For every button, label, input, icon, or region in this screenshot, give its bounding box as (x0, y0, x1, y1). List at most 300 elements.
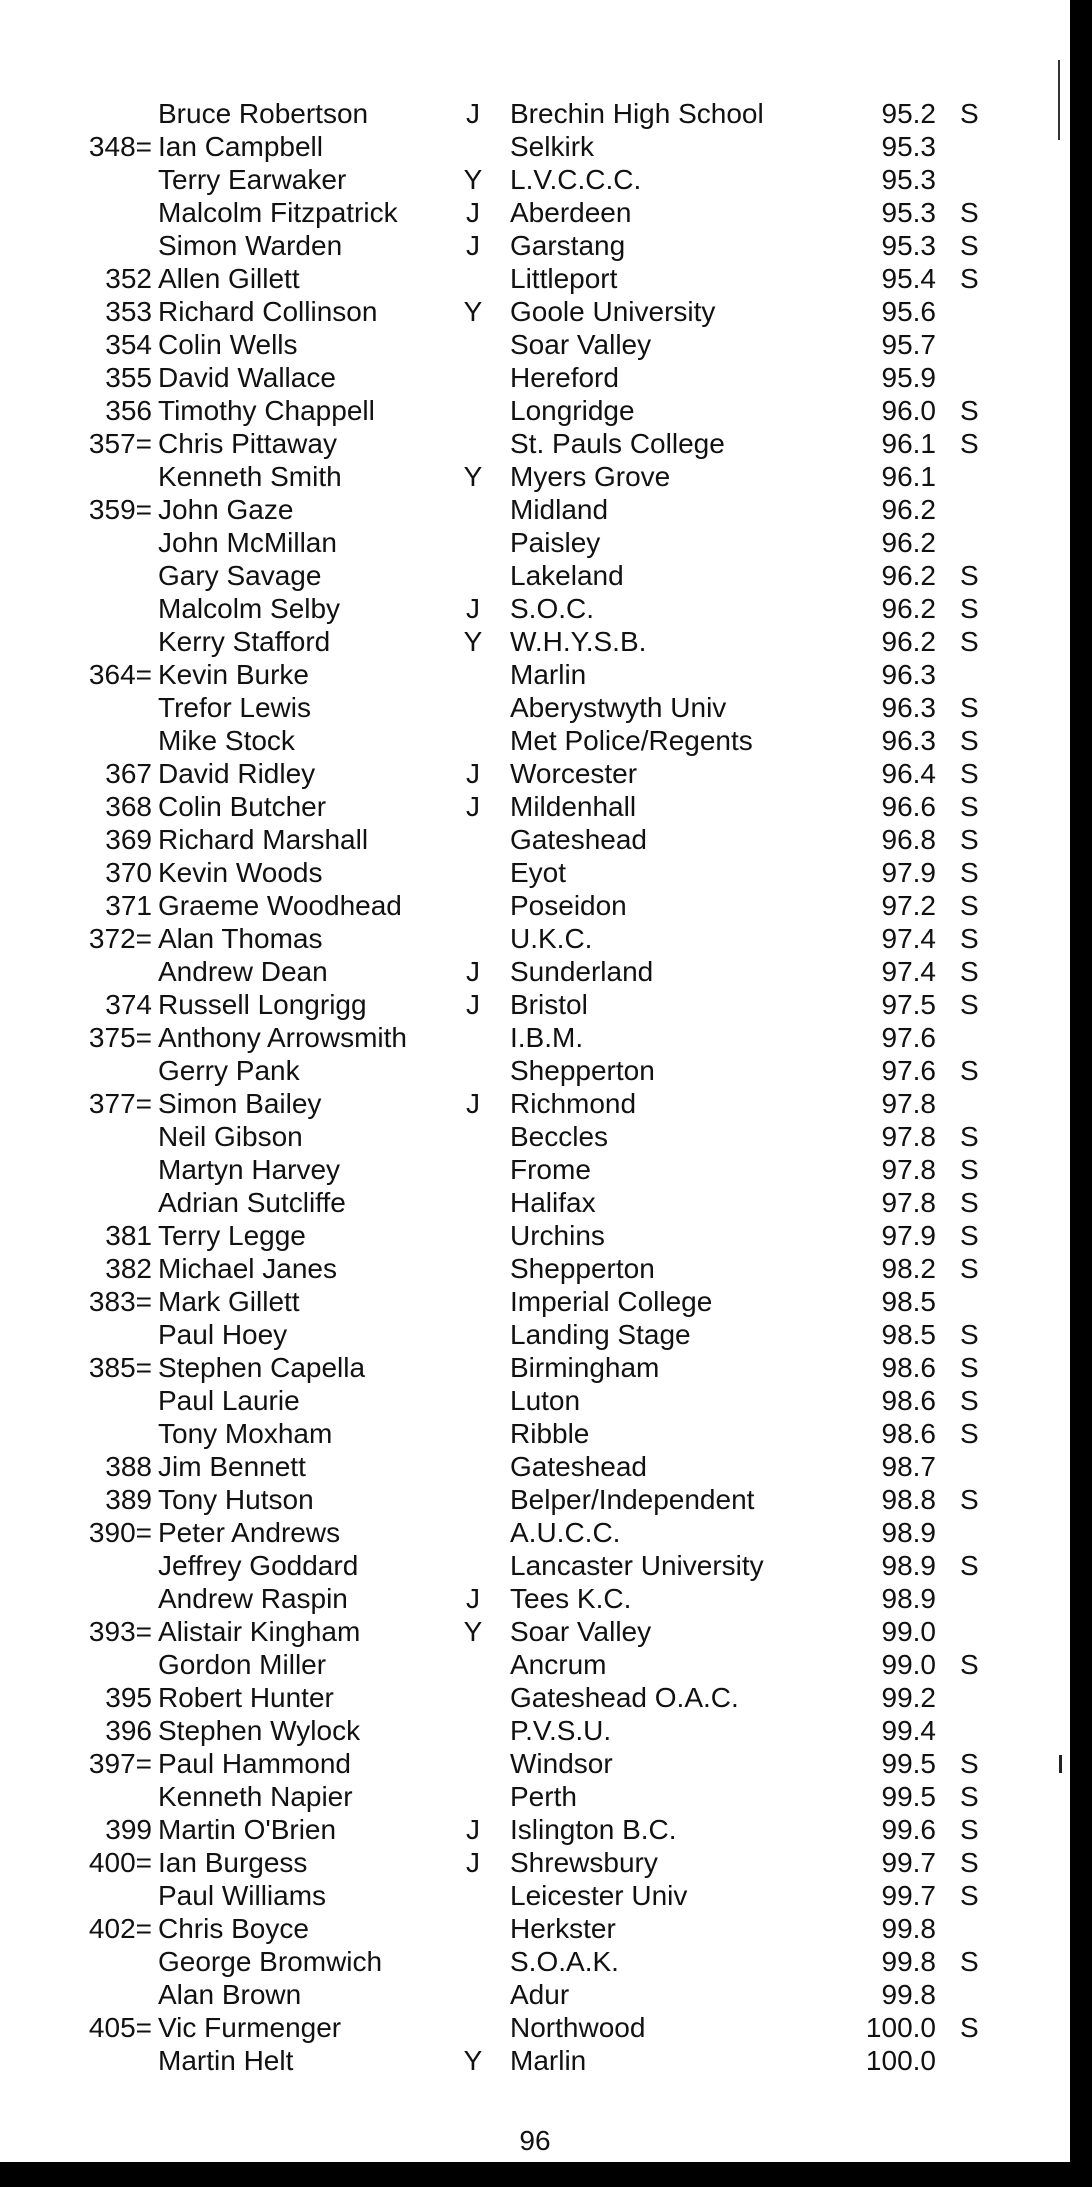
score-cell: 99.4 (881, 1715, 936, 1746)
flag-cell: S (960, 857, 979, 888)
club-name: Aberystwyth Univ (510, 692, 727, 723)
club-name: Frome (510, 1154, 591, 1185)
club-name: Paisley (510, 527, 601, 558)
competitor-name: Tony Hutson (158, 1484, 314, 1515)
competitor-name: David Wallace (158, 362, 336, 393)
competitor-name: Bruce Robertson (158, 98, 369, 129)
competitor-name: Richard Marshall (158, 824, 369, 855)
competitor-name: Andrew Dean (158, 956, 328, 987)
flag-cell: S (960, 1385, 979, 1416)
competitor-name: Stephen Wylock (158, 1715, 361, 1746)
result-row (0, 1120, 1070, 1153)
competitor-name: Tony Moxham (158, 1418, 333, 1449)
result-row (0, 2011, 1070, 2044)
score-cell: 95.3 (881, 230, 936, 261)
flag-cell: S (960, 1484, 979, 1515)
club-name: Aberdeen (510, 197, 632, 228)
position-cell: 348= (88, 131, 152, 162)
competitor-name: Gerry Pank (158, 1055, 300, 1086)
competitor-name: Timothy Chappell (158, 395, 375, 426)
score-cell: 99.5 (881, 1781, 936, 1812)
category-cell: Y (463, 1616, 483, 1647)
category-cell: J (466, 230, 480, 261)
club-name: Lancaster University (510, 1550, 764, 1581)
position-cell: 402= (88, 1913, 152, 1944)
result-row (0, 1912, 1070, 1945)
result-row (0, 328, 1070, 361)
flag-cell: S (960, 824, 979, 855)
result-row (0, 1846, 1070, 1879)
page-number: 96 (519, 2125, 551, 2156)
flag-cell: S (960, 263, 979, 294)
flag-cell: S (960, 1781, 979, 1812)
position-cell: 371 (105, 890, 152, 921)
result-row (0, 955, 1070, 988)
flag-cell: S (960, 1154, 979, 1185)
flag-cell: S (960, 395, 979, 426)
flag-cell: S (960, 1550, 979, 1581)
result-row (0, 493, 1070, 526)
score-cell: 99.0 (881, 1649, 936, 1680)
position-cell: 385= (88, 1352, 152, 1383)
competitor-name: Malcolm Fitzpatrick (158, 197, 398, 228)
result-row (0, 1945, 1070, 1978)
club-name: Hereford (510, 362, 619, 393)
flag-cell: S (960, 1649, 979, 1680)
result-row (0, 1813, 1070, 1846)
club-name: Northwood (510, 2012, 646, 2043)
result-row (0, 1879, 1070, 1912)
result-row (0, 757, 1070, 790)
competitor-name: John Gaze (158, 494, 294, 525)
score-cell: 99.0 (881, 1616, 936, 1647)
club-name: Garstang (510, 230, 626, 261)
category-cell: J (466, 1847, 480, 1878)
club-name: P.V.S.U. (510, 1715, 612, 1746)
score-cell: 97.4 (881, 956, 936, 987)
category-cell: J (466, 593, 480, 624)
position-cell: 352 (105, 263, 152, 294)
score-cell: 97.5 (881, 989, 936, 1020)
position-cell: 405= (88, 2012, 152, 2043)
competitor-name: George Bromwich (158, 1946, 383, 1977)
club-name: Lakeland (510, 560, 624, 591)
position-cell: 389 (105, 1484, 152, 1515)
score-cell: 96.6 (881, 791, 936, 822)
score-cell: 99.7 (881, 1880, 936, 1911)
competitor-name: Anthony Arrowsmith (158, 1022, 407, 1053)
competitor-name: Trefor Lewis (158, 692, 312, 723)
score-cell: 95.3 (881, 164, 936, 195)
club-name: Tees K.C. (510, 1583, 632, 1614)
score-cell: 98.9 (881, 1583, 936, 1614)
score-cell: 96.3 (881, 692, 936, 723)
score-cell: 100.0 (865, 2012, 936, 2043)
competitor-name: Jeffrey Goddard (158, 1550, 359, 1581)
club-name: Beccles (510, 1121, 609, 1152)
result-row (0, 526, 1070, 559)
result-row (0, 658, 1070, 691)
score-cell: 97.2 (881, 890, 936, 921)
score-cell: 96.2 (881, 560, 936, 591)
result-row (0, 460, 1070, 493)
club-name: S.O.A.K. (510, 1946, 619, 1977)
score-cell: 98.5 (881, 1319, 936, 1350)
result-row (0, 2044, 1070, 2077)
competitor-name: Alistair Kingham (158, 1616, 361, 1647)
score-cell: 97.8 (881, 1121, 936, 1152)
score-cell: 95.9 (881, 362, 936, 393)
position-cell: 399 (105, 1814, 152, 1845)
score-cell: 95.6 (881, 296, 936, 327)
result-row (0, 592, 1070, 625)
competitor-name: Kevin Woods (158, 857, 323, 888)
competitor-name: Ian Burgess (158, 1847, 308, 1878)
competitor-name: Colin Wells (158, 329, 298, 360)
score-cell: 95.7 (881, 329, 936, 360)
competitor-name: Paul Laurie (158, 1385, 300, 1416)
flag-cell: S (960, 1847, 979, 1878)
result-row (0, 691, 1070, 724)
result-row (0, 1252, 1070, 1285)
club-name: Ribble (510, 1418, 590, 1449)
flag-cell: S (960, 1946, 979, 1977)
category-cell: J (466, 1814, 480, 1845)
club-name: Richmond (510, 1088, 637, 1119)
competitor-name: Malcolm Selby (158, 593, 341, 624)
competitor-name: Stephen Capella (158, 1352, 366, 1383)
position-cell: 382 (105, 1253, 152, 1284)
result-row (0, 1747, 1070, 1780)
competitor-name: Paul Williams (158, 1880, 327, 1911)
club-name: Imperial College (510, 1286, 713, 1317)
club-name: Myers Grove (510, 461, 671, 492)
result-row (0, 394, 1070, 427)
competitor-name: Russell Longrigg (158, 989, 367, 1020)
score-cell: 97.4 (881, 923, 936, 954)
scan-border-bottom (0, 2162, 1092, 2187)
score-cell: 98.8 (881, 1484, 936, 1515)
competitor-name: Paul Hammond (158, 1748, 351, 1779)
category-cell: J (466, 98, 480, 129)
club-name: Herkster (510, 1913, 616, 1944)
score-cell: 99.6 (881, 1814, 936, 1845)
category-cell: J (466, 197, 480, 228)
position-cell: 368 (105, 791, 152, 822)
result-row (0, 559, 1070, 592)
score-cell: 99.2 (881, 1682, 936, 1713)
competitor-name: David Ridley (158, 758, 316, 789)
competitor-name: Richard Collinson (158, 296, 378, 327)
position-cell: 383= (88, 1286, 152, 1317)
result-row (0, 1978, 1070, 2011)
score-cell: 98.2 (881, 1253, 936, 1284)
competitor-name: Robert Hunter (158, 1682, 334, 1713)
competitor-name: Michael Janes (158, 1253, 337, 1284)
flag-cell: S (960, 1352, 979, 1383)
score-cell: 99.8 (881, 1946, 936, 1977)
position-cell: 357= (88, 428, 152, 459)
flag-cell: S (960, 230, 979, 261)
club-name: Soar Valley (510, 329, 652, 360)
score-cell: 96.1 (881, 461, 936, 492)
club-name: Leicester Univ (510, 1880, 688, 1911)
competitor-name: Gordon Miller (158, 1649, 327, 1680)
category-cell: J (466, 956, 480, 987)
competitor-name: Simon Bailey (158, 1088, 322, 1119)
club-name: Urchins (510, 1220, 605, 1251)
flag-cell: S (960, 890, 979, 921)
position-cell: 356 (105, 395, 152, 426)
score-cell: 97.8 (881, 1187, 936, 1218)
result-row (0, 1516, 1070, 1549)
club-name: Perth (510, 1781, 577, 1812)
result-row (0, 1186, 1070, 1219)
flag-cell: S (960, 989, 979, 1020)
competitor-name: Colin Butcher (158, 791, 327, 822)
position-cell: 367 (105, 758, 152, 789)
club-name: L.V.C.C.C. (510, 164, 642, 195)
flag-cell: S (960, 626, 979, 657)
score-cell: 95.3 (881, 197, 936, 228)
competitor-name: Chris Pittaway (158, 428, 337, 459)
club-name: Luton (510, 1385, 581, 1416)
club-name: Marlin (510, 659, 587, 690)
flag-cell: S (960, 560, 979, 591)
result-row (0, 790, 1070, 823)
score-cell: 97.6 (881, 1055, 936, 1086)
score-cell: 96.2 (881, 593, 936, 624)
club-name: Windsor (510, 1748, 613, 1779)
score-cell: 99.8 (881, 1913, 936, 1944)
flag-cell: S (960, 428, 979, 459)
result-row (0, 1681, 1070, 1714)
score-cell: 97.9 (881, 1220, 936, 1251)
result-row (0, 922, 1070, 955)
club-name: Shrewsbury (510, 1847, 658, 1878)
position-cell: 377= (88, 1088, 152, 1119)
score-cell: 96.2 (881, 494, 936, 525)
category-cell: J (466, 989, 480, 1020)
score-cell: 98.9 (881, 1550, 936, 1581)
score-cell: 96.3 (881, 659, 936, 690)
competitor-name: Terry Legge (158, 1220, 306, 1251)
flag-cell: S (960, 1880, 979, 1911)
competitor-name: Andrew Raspin (158, 1583, 348, 1614)
competitor-name: Gary Savage (158, 560, 322, 591)
result-row (0, 1384, 1070, 1417)
score-cell: 98.6 (881, 1352, 936, 1383)
club-name: St. Pauls College (510, 428, 725, 459)
score-cell: 95.4 (881, 263, 936, 294)
position-cell: 369 (105, 824, 152, 855)
competitor-name: Kevin Burke (158, 659, 309, 690)
flag-cell: S (960, 197, 979, 228)
flag-cell: S (960, 1220, 979, 1251)
flag-cell: S (960, 1055, 979, 1086)
result-row (0, 1648, 1070, 1681)
competitor-name: Allen Gillett (158, 263, 300, 294)
flag-cell: S (960, 1319, 979, 1350)
competitor-name: Paul Hoey (158, 1319, 288, 1350)
category-cell: J (466, 758, 480, 789)
score-cell: 98.6 (881, 1418, 936, 1449)
position-cell: 354 (105, 329, 152, 360)
position-cell: 390= (88, 1517, 152, 1548)
result-row (0, 163, 1070, 196)
club-name: Sunderland (510, 956, 654, 987)
result-row (0, 724, 1070, 757)
score-cell: 98.6 (881, 1385, 936, 1416)
result-row (0, 1417, 1070, 1450)
competitor-name: Chris Boyce (158, 1913, 309, 1944)
result-row (0, 823, 1070, 856)
club-name: Poseidon (510, 890, 627, 921)
result-row (0, 1714, 1070, 1747)
result-row (0, 1153, 1070, 1186)
position-cell: 400= (88, 1847, 152, 1878)
result-row (0, 130, 1070, 163)
club-name: Met Police/Regents (510, 725, 753, 756)
position-cell: 353 (105, 296, 152, 327)
competitor-name: Terry Earwaker (158, 164, 347, 195)
category-cell: Y (463, 2045, 483, 2076)
competitor-name: Adrian Sutcliffe (158, 1187, 346, 1218)
score-cell: 96.1 (881, 428, 936, 459)
flag-cell: S (960, 98, 979, 129)
score-cell: 99.5 (881, 1748, 936, 1779)
score-cell: 96.4 (881, 758, 936, 789)
position-cell: 397= (88, 1748, 152, 1779)
club-name: Longridge (510, 395, 635, 426)
club-name: Brechin High School (510, 98, 764, 129)
club-name: Ancrum (510, 1649, 607, 1680)
flag-cell: S (960, 725, 979, 756)
competitor-name: Martyn Harvey (158, 1154, 341, 1185)
score-cell: 96.0 (881, 395, 936, 426)
position-cell: 395 (105, 1682, 152, 1713)
competitor-name: Alan Thomas (158, 923, 323, 954)
position-cell: 364= (88, 659, 152, 690)
result-row (0, 427, 1070, 460)
club-name: Littleport (510, 263, 618, 294)
score-cell: 97.8 (881, 1088, 936, 1119)
competitor-name: Kenneth Napier (158, 1781, 353, 1812)
club-name: Soar Valley (510, 1616, 652, 1647)
club-name: Belper/Independent (510, 1484, 755, 1515)
result-row (0, 1054, 1070, 1087)
category-cell: J (466, 1088, 480, 1119)
position-cell: 388 (105, 1451, 152, 1482)
score-cell: 95.2 (881, 98, 936, 129)
competitor-name: Kenneth Smith (158, 461, 342, 492)
club-name: Mildenhall (510, 791, 637, 822)
club-name: Landing Stage (510, 1319, 691, 1350)
result-row (0, 1483, 1070, 1516)
result-row (0, 1582, 1070, 1615)
score-cell: 97.8 (881, 1154, 936, 1185)
flag-cell: S (960, 791, 979, 822)
flag-cell: S (960, 1748, 979, 1779)
club-name: Birmingham (510, 1352, 660, 1383)
position-cell: 393= (88, 1616, 152, 1647)
score-cell: 98.9 (881, 1517, 936, 1548)
score-cell: 99.7 (881, 1847, 936, 1878)
score-cell: 98.7 (881, 1451, 936, 1482)
competitor-name: Vic Furmenger (158, 2012, 342, 2043)
club-name: S.O.C. (510, 593, 595, 624)
score-cell: 98.5 (881, 1286, 936, 1317)
result-row (0, 229, 1070, 262)
club-name: Halifax (510, 1187, 596, 1218)
club-name: U.K.C. (510, 923, 593, 954)
score-cell: 96.2 (881, 626, 936, 657)
category-cell: Y (463, 164, 483, 195)
score-cell: 96.8 (881, 824, 936, 855)
result-row (0, 1780, 1070, 1813)
score-cell: 99.8 (881, 1979, 936, 2010)
result-row (0, 1219, 1070, 1252)
club-name: A.U.C.C. (510, 1517, 621, 1548)
club-name: I.B.M. (510, 1022, 584, 1053)
position-cell: 359= (88, 494, 152, 525)
flag-cell: S (960, 758, 979, 789)
score-cell: 97.6 (881, 1022, 936, 1053)
club-name: Marlin (510, 2045, 587, 2076)
flag-cell: S (960, 1121, 979, 1152)
position-cell: 381 (105, 1220, 152, 1251)
position-cell: 355 (105, 362, 152, 393)
club-name: Bristol (510, 989, 588, 1020)
position-cell: 374 (105, 989, 152, 1020)
flag-cell: S (960, 1814, 979, 1845)
result-row (0, 361, 1070, 394)
competitor-name: John McMillan (158, 527, 337, 558)
club-name: Gateshead (510, 1451, 647, 1482)
flag-cell: S (960, 593, 979, 624)
result-row (0, 625, 1070, 658)
competitor-name: Neil Gibson (158, 1121, 303, 1152)
result-row (0, 196, 1070, 229)
competitor-name: Alan Brown (158, 1979, 302, 2010)
competitor-name: Mike Stock (158, 725, 295, 756)
result-row (0, 97, 1070, 130)
flag-cell: S (960, 1187, 979, 1218)
flag-cell: S (960, 2012, 979, 2043)
competitor-name: Simon Warden (158, 230, 343, 261)
competitor-name: Peter Andrews (158, 1517, 341, 1548)
score-cell: 96.3 (881, 725, 936, 756)
result-row (0, 1021, 1070, 1054)
club-name: Adur (510, 1979, 570, 2010)
flag-cell: S (960, 956, 979, 987)
club-name: Midland (510, 494, 609, 525)
flag-cell: S (960, 1418, 979, 1449)
club-name: Islington B.C. (510, 1814, 677, 1845)
result-row (0, 1549, 1070, 1582)
club-name: Worcester (510, 758, 638, 789)
category-cell: Y (463, 626, 483, 657)
club-name: W.H.Y.S.B. (510, 626, 647, 657)
club-name: Gateshead (510, 824, 647, 855)
position-cell: 370 (105, 857, 152, 888)
result-row (0, 1615, 1070, 1648)
competitor-name: Graeme Woodhead (158, 890, 402, 921)
competitor-name: Mark Gillett (158, 1286, 300, 1317)
competitor-name: Martin Helt (158, 2045, 294, 2076)
category-cell: Y (463, 296, 483, 327)
competitor-name: Jim Bennett (158, 1451, 306, 1482)
